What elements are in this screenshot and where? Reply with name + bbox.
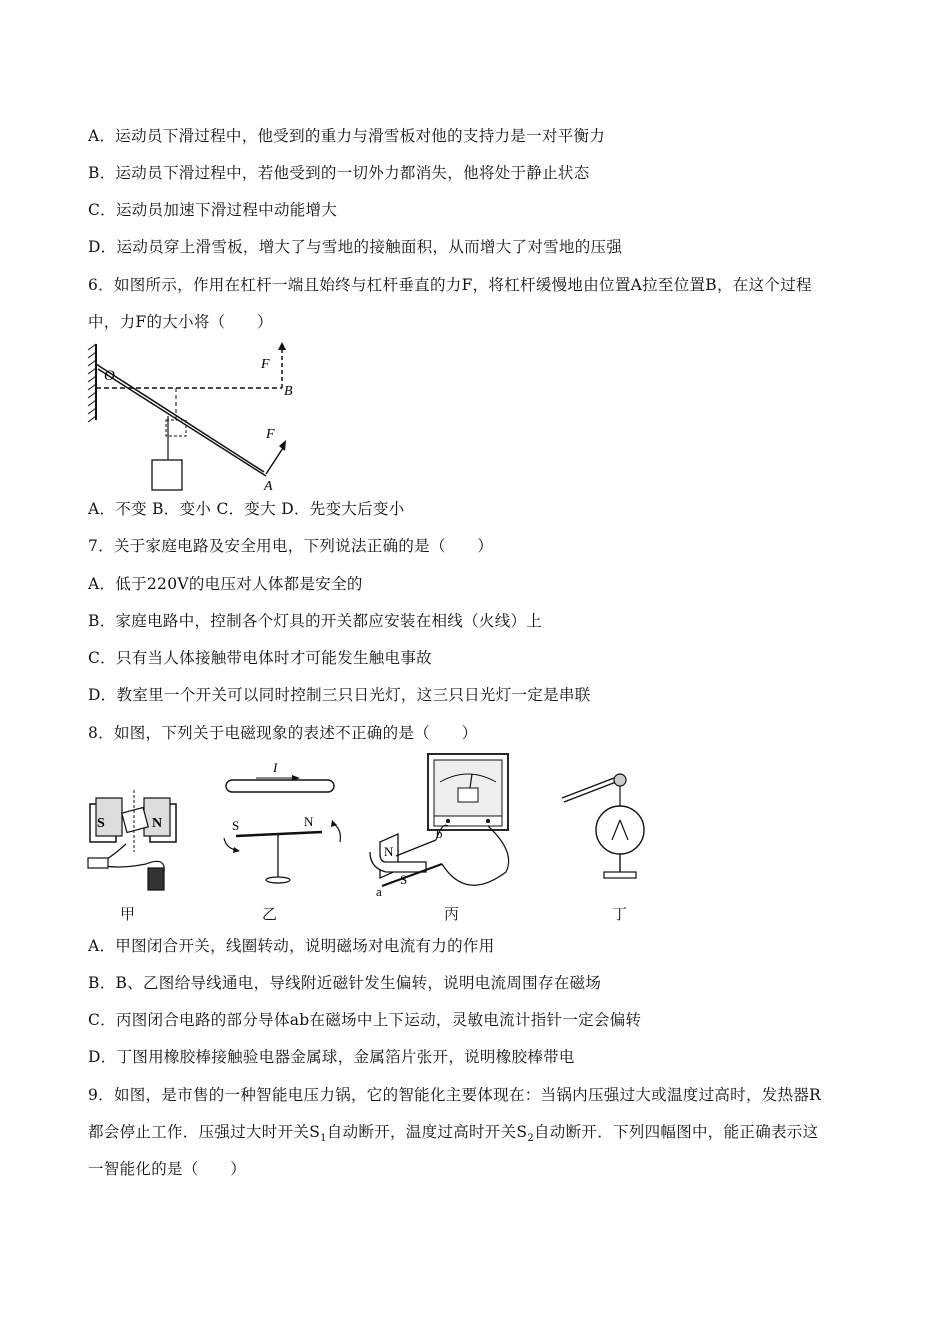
yi-n: N — [304, 814, 314, 829]
q9-line2-part-a: 都会停止工作．压强过大时开关S — [88, 1123, 321, 1141]
q5-option-b: B．运动员下滑过程中，若他受到的一切外力都消失，他将处于静止状态 — [88, 164, 590, 182]
figure-ding — [562, 774, 644, 878]
q9-line2-part-b: 自动断开，温度过高时开关S — [326, 1123, 528, 1141]
figure-bing — [370, 754, 509, 899]
q8-option-a: A．甲图闭合开关，线圈转动，说明磁场对电流有力的作用 — [88, 937, 495, 955]
label-f-bottom: F — [266, 427, 275, 442]
electromagnetism-figures — [86, 752, 656, 922]
q7-stem: 7．关于家庭电路及安全用电，下列说法正确的是（ ） — [88, 537, 494, 555]
bing-s: S — [400, 872, 408, 887]
q9-stem-line2 — [88, 1120, 818, 1144]
q7-option-b: B．家庭电路中，控制各个灯具的开关都应安装在相线（火线）上 — [88, 612, 543, 630]
figure-yi — [224, 760, 340, 883]
bing-b: b — [436, 826, 443, 841]
q5-option-a: A．运动员下滑过程中，他受到的重力与滑雪板对他的支持力是一对平衡力 — [88, 127, 606, 145]
caption-yi: 乙 — [262, 905, 278, 923]
caption-ding: 丁 — [612, 905, 628, 923]
q8-option-c: C．丙图闭合电路的部分导体ab在磁场中上下运动，灵敏电流计指针一定会偏转 — [88, 1011, 642, 1029]
label-a: A — [264, 479, 273, 492]
q6-stem-line2: 中，力F的大小将（ ） — [88, 313, 273, 331]
jia-s: S — [97, 816, 105, 831]
q8-option-b: B．B、乙图给导线通电，导线附近磁针发生偏转，说明电流周围存在磁场 — [88, 974, 602, 992]
q5-option-c: C．运动员加速下滑过程中动能增大 — [88, 201, 338, 219]
q7-option-a: A．低于220V的电压对人体都是安全的 — [88, 575, 363, 593]
q6-stem-line1: 6．如图所示，作用在杠杆一端且始终与杠杆垂直的力F，将杠杆缓慢地由位置A拉至位置B，在这个过程 — [88, 276, 812, 294]
label-o: O — [104, 368, 115, 384]
q6-options: A．不变 B．变小 C．变大 D．先变大后变小 — [88, 500, 405, 518]
q9-stem-line1: 9．如图，是市售的一种智能电压力锅，它的智能化主要体现在：当锅内压强过大或温度过高时，发热器R — [88, 1086, 822, 1104]
q9-line2-part-c: 自动断开．下列四幅图中，能正确表示这 — [534, 1123, 819, 1141]
q9-stem-line3: 一智能化的是（ ） — [88, 1160, 247, 1178]
figure-jia — [88, 790, 176, 890]
label-b: B — [284, 384, 293, 399]
q8-stem: 8．如图，下列关于电磁现象的表述不正确的是（ ） — [88, 724, 478, 742]
caption-bing: 丙 — [444, 905, 460, 923]
lever-figure — [86, 340, 306, 492]
bing-n: N — [384, 844, 394, 859]
yi-i: I — [273, 760, 278, 775]
q5-option-d: D．运动员穿上滑雪板，增大了与雪地的接触面积，从而增大了对雪地的压强 — [88, 238, 623, 256]
q8-option-d: D．丁图用橡胶棒接触验电器金属球，金属箔片张开，说明橡胶棒带电 — [88, 1048, 575, 1066]
yi-s: S — [232, 818, 240, 833]
jia-n: N — [152, 816, 163, 831]
s1-subscript: 1 — [320, 1133, 327, 1145]
label-f-top: F — [261, 357, 270, 372]
q7-option-c: C．只有当人体接触带电体时才可能发生触电事故 — [88, 649, 432, 667]
caption-jia: 甲 — [120, 905, 136, 923]
q7-option-d: D．教室里一个开关可以同时控制三只日光灯，这三只日光灯一定是串联 — [88, 686, 591, 704]
s2-subscript: 2 — [527, 1133, 534, 1145]
bing-a: a — [376, 884, 382, 899]
